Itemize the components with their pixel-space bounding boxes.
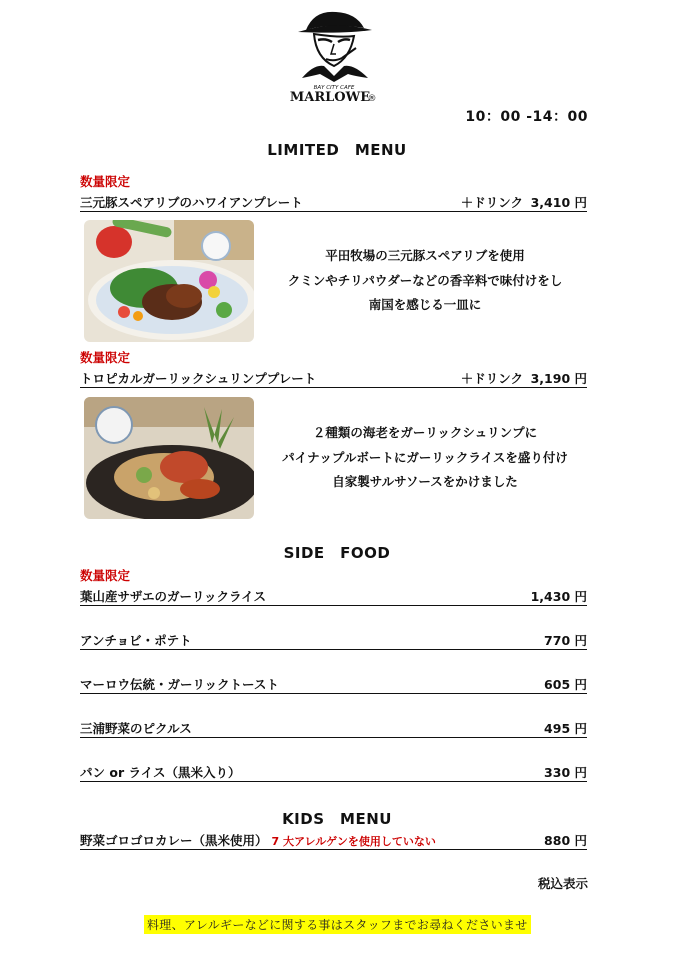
item-price: 1,430 円: [530, 589, 587, 604]
drink-addon: ＋ドリンク: [460, 195, 523, 210]
opening-hours: 10：00 -14：00: [465, 109, 588, 125]
garlic-shrimp-description: [280, 421, 570, 495]
logo-tagline: BAY CITY CAFE: [313, 85, 355, 91]
logo-registered-mark: ®: [367, 94, 377, 104]
kids-item-name: 野菜ゴロゴロカレー（黒米使用）: [80, 833, 268, 848]
item-price: 3,190 円: [530, 371, 587, 386]
kids-item-row: [80, 831, 587, 850]
limited-menu-title: LIMITED MENU: [267, 141, 407, 159]
marlowe-logo: [284, 8, 384, 104]
item-price: 605 円: [544, 677, 587, 692]
side-food-title: SIDE FOOD: [283, 544, 391, 562]
side-item-row: [80, 675, 587, 694]
spare-rib-plate-photo: [84, 220, 254, 342]
spare-rib-description: [280, 244, 570, 318]
item-name: [80, 831, 436, 849]
description-line: クミンやチリパウダーなどの香辛料で味付けをし: [287, 272, 563, 288]
description-line: 南国を感じる一皿に: [368, 297, 482, 312]
side-item-row: [80, 587, 587, 606]
item-price: 770 円: [544, 633, 587, 648]
description-line: パイナップルボートにガーリックライスを盛り付け: [282, 449, 568, 465]
logo-wordmark: MARLOWE: [289, 90, 371, 104]
item-name: パン or ライス（黒米入り）: [80, 765, 241, 780]
side-item-row: [80, 763, 587, 782]
limited-badge: 数量限定: [80, 350, 131, 365]
item-name: 三浦野菜のピクルス: [80, 721, 192, 736]
description-line: ２種類の海老をガーリックシュリンプに: [312, 425, 538, 440]
tax-included-note: 税込表示: [537, 876, 588, 891]
limited-badge: 数量限定: [80, 568, 131, 583]
description-line: 平田牧場の三元豚スペアリブを使用: [325, 248, 525, 263]
item-name: マーロウ伝統・ガーリックトースト: [80, 677, 279, 692]
item-name: トロピカルガーリックシュリンププレート: [80, 371, 317, 386]
item-price: 880 円: [544, 833, 587, 848]
menu-row-spare-rib: [80, 193, 587, 212]
item-name: アンチョビ・ポテト: [80, 633, 192, 648]
side-item-row: [80, 719, 587, 738]
garlic-shrimp-plate-photo: [84, 397, 254, 519]
drink-addon: ＋ドリンク: [460, 371, 523, 386]
item-price: 495 円: [544, 721, 587, 736]
allergen-free-note: 7 大アレルゲンを使用していない: [271, 835, 436, 848]
item-price: 3,410 円: [530, 195, 587, 210]
allergy-notice: 料理、アレルギーなどに関する事はスタッフまでお尋ねくださいませ: [144, 915, 531, 934]
limited-badge: 数量限定: [80, 174, 131, 189]
kids-menu-title: KIDS MENU: [282, 810, 392, 828]
item-name: 三元豚スペアリブのハワイアンプレート: [80, 195, 303, 210]
item-name: 葉山産サザエのガーリックライス: [80, 589, 267, 604]
menu-row-garlic-shrimp: [80, 369, 587, 388]
description-line: 自家製サルサソースをかけました: [332, 474, 518, 489]
side-item-row: [80, 631, 587, 650]
item-price: 330 円: [544, 765, 587, 780]
